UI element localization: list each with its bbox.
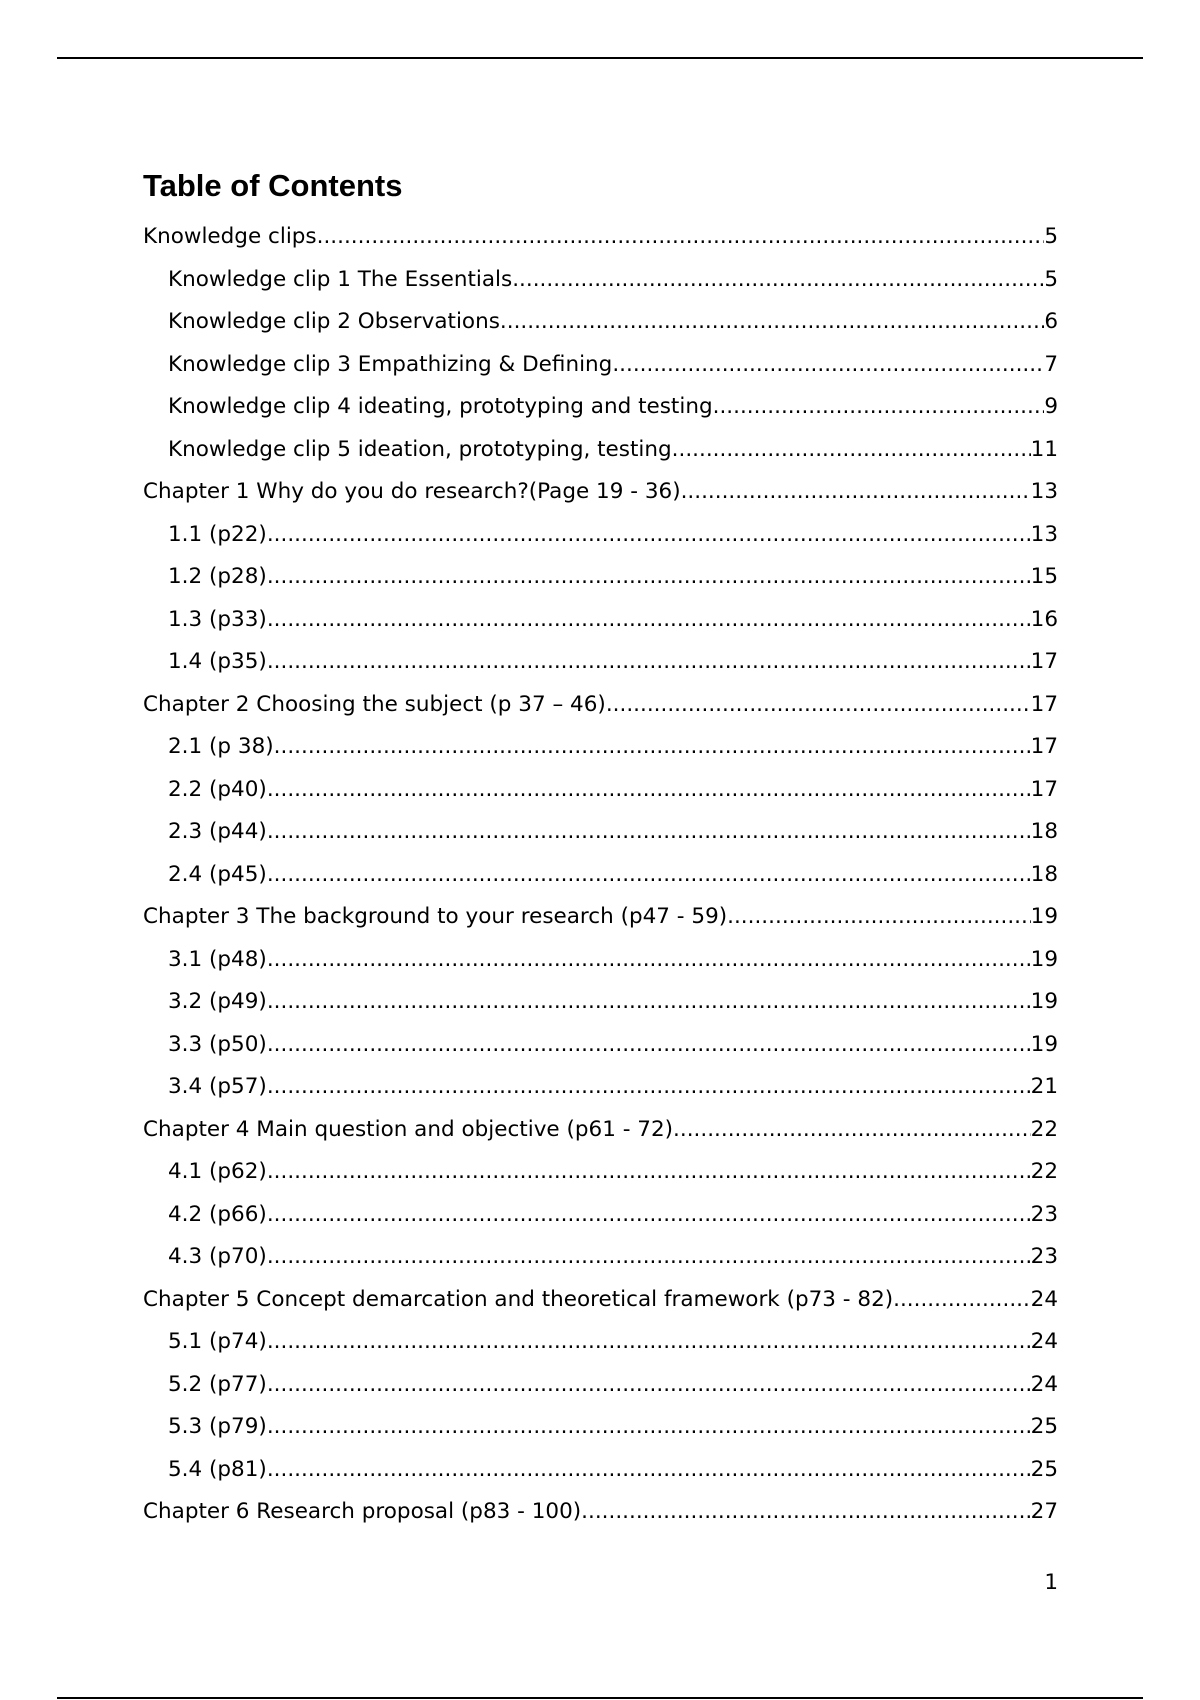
toc-subentry[interactable] [143, 1449, 1058, 1492]
dot-leader [267, 811, 1031, 854]
toc-subentry[interactable] [143, 1024, 1058, 1067]
toc-entry-title: Knowledge clip 5 ideation, prototyping, testing [168, 436, 672, 462]
toc-entry-title: Chapter 4 Main question and objective (p61 - 72) [143, 1116, 674, 1142]
dot-leader [267, 1321, 1031, 1364]
dot-leader [267, 641, 1031, 684]
table-of-contents [143, 216, 1058, 1534]
toc-entry-title: Chapter 2 Choosing the subject (p 37 – 46) [143, 691, 606, 717]
toc-entry-page: 24 [1030, 1286, 1058, 1312]
dot-leader [500, 301, 1044, 344]
toc-entry-page: 18 [1030, 819, 1058, 844]
toc-subentry[interactable] [143, 599, 1058, 642]
toc-entry-page: 13 [1030, 521, 1058, 547]
toc-entry-title: 5.4 (p81) [168, 1456, 267, 1482]
toc-entry-page: 19 [1030, 989, 1058, 1014]
dot-leader [267, 854, 1031, 897]
toc-subentry[interactable] [143, 1151, 1058, 1194]
toc-entry-page: 23 [1030, 1244, 1058, 1269]
toc-entry-page: 9 [1044, 394, 1058, 419]
dot-leader [581, 1491, 1030, 1534]
toc-entry-title: 4.3 (p70) [168, 1244, 267, 1269]
dot-leader [267, 1194, 1031, 1237]
toc-entry-title: 5.3 (p79) [168, 1414, 267, 1439]
dot-leader [267, 1449, 1031, 1492]
toc-entry-title: Chapter 5 Concept demarcation and theoretical framework (p73 - 82) [143, 1286, 894, 1312]
dot-leader [606, 684, 1031, 727]
toc-entry-title: 3.3 (p50) [168, 1031, 267, 1057]
toc-subentry[interactable] [143, 1406, 1058, 1449]
toc-entry-page: 18 [1030, 861, 1058, 887]
toc-entry-page: 6 [1044, 309, 1058, 334]
dot-leader [267, 981, 1031, 1024]
dot-leader [612, 344, 1044, 387]
toc-entry-title: 2.2 (p40) [168, 776, 267, 802]
toc-entry-title: Knowledge clips [143, 224, 317, 249]
toc-entry-page: 11 [1030, 436, 1058, 462]
toc-entry[interactable] [143, 684, 1058, 727]
toc-entry-title: 3.2 (p49) [168, 989, 267, 1014]
toc-entry-title: Chapter 1 Why do you do research?(Page 19 - 36) [143, 479, 681, 504]
header-rule [57, 57, 1143, 59]
toc-entry-page: 17 [1030, 691, 1058, 717]
toc-entry-title: 1.1 (p22) [168, 521, 267, 547]
toc-subentry[interactable] [143, 939, 1058, 982]
dot-leader [267, 556, 1031, 599]
toc-entry[interactable] [143, 1109, 1058, 1152]
toc-entry-page: 17 [1030, 776, 1058, 802]
toc-entry[interactable] [143, 896, 1058, 939]
toc-entry-title: 2.3 (p44) [168, 819, 267, 844]
toc-subentry[interactable] [143, 726, 1058, 769]
toc-subentry[interactable] [143, 811, 1058, 854]
toc-subentry[interactable] [143, 514, 1058, 557]
toc-entry-page: 13 [1030, 479, 1058, 504]
footer-rule [57, 1697, 1143, 1699]
dot-leader [267, 1406, 1031, 1449]
toc-entry-page: 19 [1030, 904, 1058, 929]
toc-entry-page: 23 [1030, 1201, 1058, 1227]
dot-leader [512, 259, 1044, 302]
dot-leader [267, 1066, 1031, 1109]
toc-entry-title: 2.1 (p 38) [168, 734, 274, 759]
dot-leader [274, 726, 1031, 769]
toc-subentry[interactable] [143, 1364, 1058, 1407]
toc-entry-title: 1.4 (p35) [168, 649, 267, 674]
toc-entry-page: 17 [1030, 649, 1058, 674]
dot-leader [727, 896, 1031, 939]
toc-subentry[interactable] [143, 1236, 1058, 1279]
toc-entry-title: 1.3 (p33) [168, 606, 267, 632]
toc-entry-page: 22 [1030, 1116, 1058, 1142]
toc-subentry[interactable] [143, 429, 1058, 472]
toc-entry-page: 15 [1030, 564, 1058, 589]
toc-entry-page: 25 [1030, 1414, 1058, 1439]
toc-entry-title: Knowledge clip 4 ideating, prototyping and testing [168, 394, 713, 419]
toc-subentry[interactable] [143, 1194, 1058, 1237]
dot-leader [681, 471, 1031, 514]
toc-entry-page: 21 [1030, 1074, 1058, 1099]
dot-leader [317, 216, 1045, 259]
toc-entry-page: 25 [1030, 1456, 1058, 1482]
toc-entry-page: 24 [1030, 1371, 1058, 1397]
toc-entry-page: 16 [1030, 606, 1058, 632]
toc-entry-title: 1.2 (p28) [168, 564, 267, 589]
dot-leader [267, 769, 1031, 812]
toc-entry-title: 3.4 (p57) [168, 1074, 267, 1099]
toc-subentry[interactable] [143, 1321, 1058, 1364]
toc-subentry[interactable] [143, 854, 1058, 897]
toc-subentry[interactable] [143, 301, 1058, 344]
toc-subentry[interactable] [143, 556, 1058, 599]
toc-entry-page: 5 [1044, 266, 1058, 292]
dot-leader [267, 1236, 1031, 1279]
dot-leader [267, 939, 1031, 982]
toc-entry-title: 5.1 (p74) [168, 1329, 267, 1354]
toc-entry-page: 17 [1030, 734, 1058, 759]
toc-entry-title: 5.2 (p77) [168, 1371, 267, 1397]
dot-leader [673, 1109, 1031, 1152]
dot-leader [672, 429, 1031, 472]
toc-entry-page: 24 [1030, 1329, 1058, 1354]
toc-subentry[interactable] [143, 386, 1058, 429]
toc-entry-title: Chapter 3 The background to your research (p47 - 59) [143, 904, 728, 929]
toc-entry[interactable] [143, 471, 1058, 514]
toc-entry-title: Knowledge clip 2 Observations [168, 309, 500, 334]
toc-subentry[interactable] [143, 344, 1058, 387]
dot-leader [267, 1364, 1031, 1407]
toc-entry[interactable] [143, 1279, 1058, 1322]
page-number: 1 [1044, 1570, 1058, 1595]
dot-leader [267, 514, 1031, 557]
toc-subentry[interactable] [143, 259, 1058, 302]
toc-entry-page: 22 [1030, 1159, 1058, 1184]
toc-subentry[interactable] [143, 641, 1058, 684]
toc-entry-page: 19 [1030, 1031, 1058, 1057]
toc-subentry[interactable] [143, 1066, 1058, 1109]
toc-entry-page: 19 [1030, 946, 1058, 972]
toc-entry-title: Chapter 6 Research proposal (p83 - 100) [143, 1499, 582, 1524]
toc-entry[interactable] [143, 216, 1058, 259]
toc-entry-page: 27 [1030, 1499, 1058, 1524]
toc-entry[interactable] [143, 1491, 1058, 1534]
dot-leader [893, 1279, 1031, 1322]
toc-subentry[interactable] [143, 769, 1058, 812]
toc-entry-title: 4.2 (p66) [168, 1201, 267, 1227]
toc-entry-title: 3.1 (p48) [168, 946, 267, 972]
toc-heading: Table of Contents [143, 168, 403, 203]
toc-entry-page: 5 [1044, 224, 1058, 249]
dot-leader [267, 1151, 1031, 1194]
toc-entry-page: 7 [1044, 351, 1058, 377]
dot-leader [267, 1024, 1031, 1067]
dot-leader [267, 599, 1031, 642]
toc-entry-title: 2.4 (p45) [168, 861, 267, 887]
dot-leader [713, 386, 1045, 429]
toc-subentry[interactable] [143, 981, 1058, 1024]
toc-entry-title: Knowledge clip 3 Empathizing & Defining [168, 351, 613, 377]
toc-entry-title: 4.1 (p62) [168, 1159, 267, 1184]
toc-entry-title: Knowledge clip 1 The Essentials [168, 266, 513, 292]
